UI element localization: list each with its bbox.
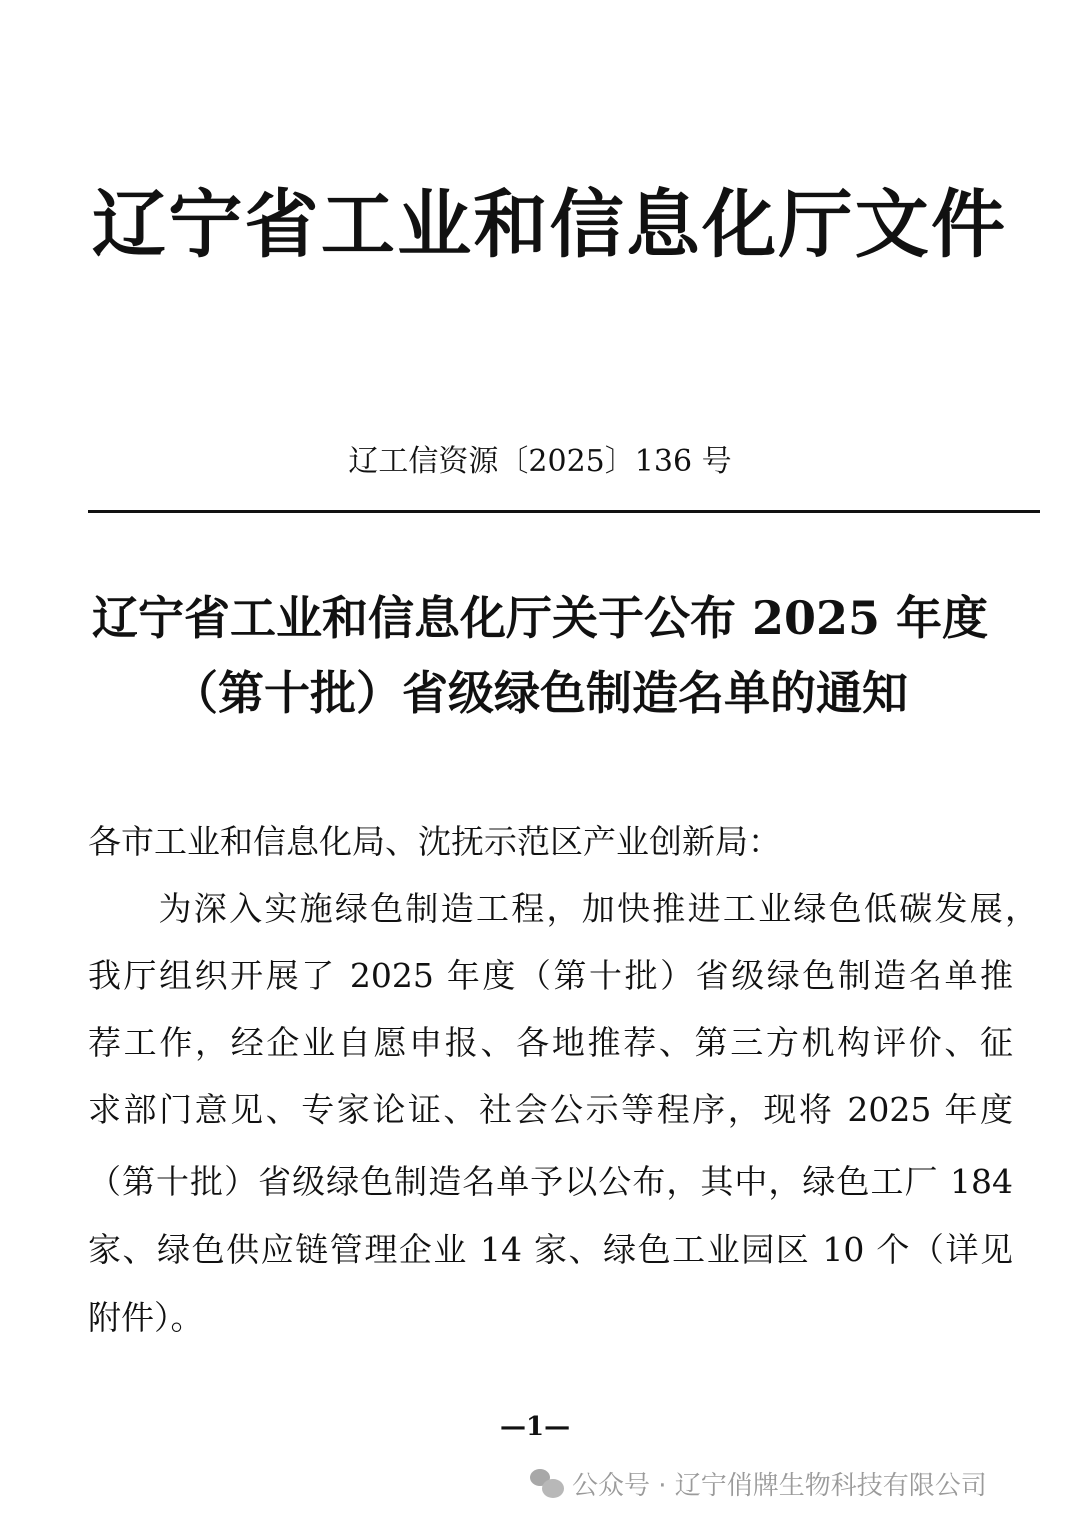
watermark xyxy=(530,1465,987,1502)
document-number: 辽工信资源〔2025〕136 号 xyxy=(348,444,732,479)
body-line: （第十批）省级绿色制造名单予以公布，其中，绿色工厂 184 xyxy=(88,1162,1013,1201)
body-line: 求部门意见、专家论证、社会公示等程序，现将 2025 年度 xyxy=(88,1090,1013,1129)
body-line: 荐工作，经企业自愿申报、各地推荐、第三方机构评价、征 xyxy=(88,1023,1013,1062)
watermark-text: 公众号 · 辽宁俏牌生物科技有限公司 xyxy=(572,1471,987,1501)
body-line: 为深入实施绿色制造工程，加快推进工业绿色低碳发展， xyxy=(88,889,1038,928)
body-line: 附件）。 xyxy=(88,1298,204,1337)
notice-title-line-2: （第十批）省级绿色制造名单的通知 xyxy=(172,666,908,720)
salutation: 各市工业和信息化局、沈抚示范区产业创新局： xyxy=(88,822,781,861)
body-line: 家、绿色供应链管理企业 14 家、绿色工业园区 10 个（详见 xyxy=(88,1230,1013,1269)
notice-title-line-1: 辽宁省工业和信息化厅关于公布 2025 年度 xyxy=(91,591,989,645)
body-line: 我厅组织开展了 2025 年度（第十批）省级绿色制造名单推 xyxy=(88,956,1013,995)
document-header-title: 辽宁省工业和信息化厅文件 xyxy=(92,182,1007,268)
header-divider xyxy=(88,510,1040,513)
wechat-icon xyxy=(530,1469,564,1499)
page-number: —1— xyxy=(500,1412,571,1442)
